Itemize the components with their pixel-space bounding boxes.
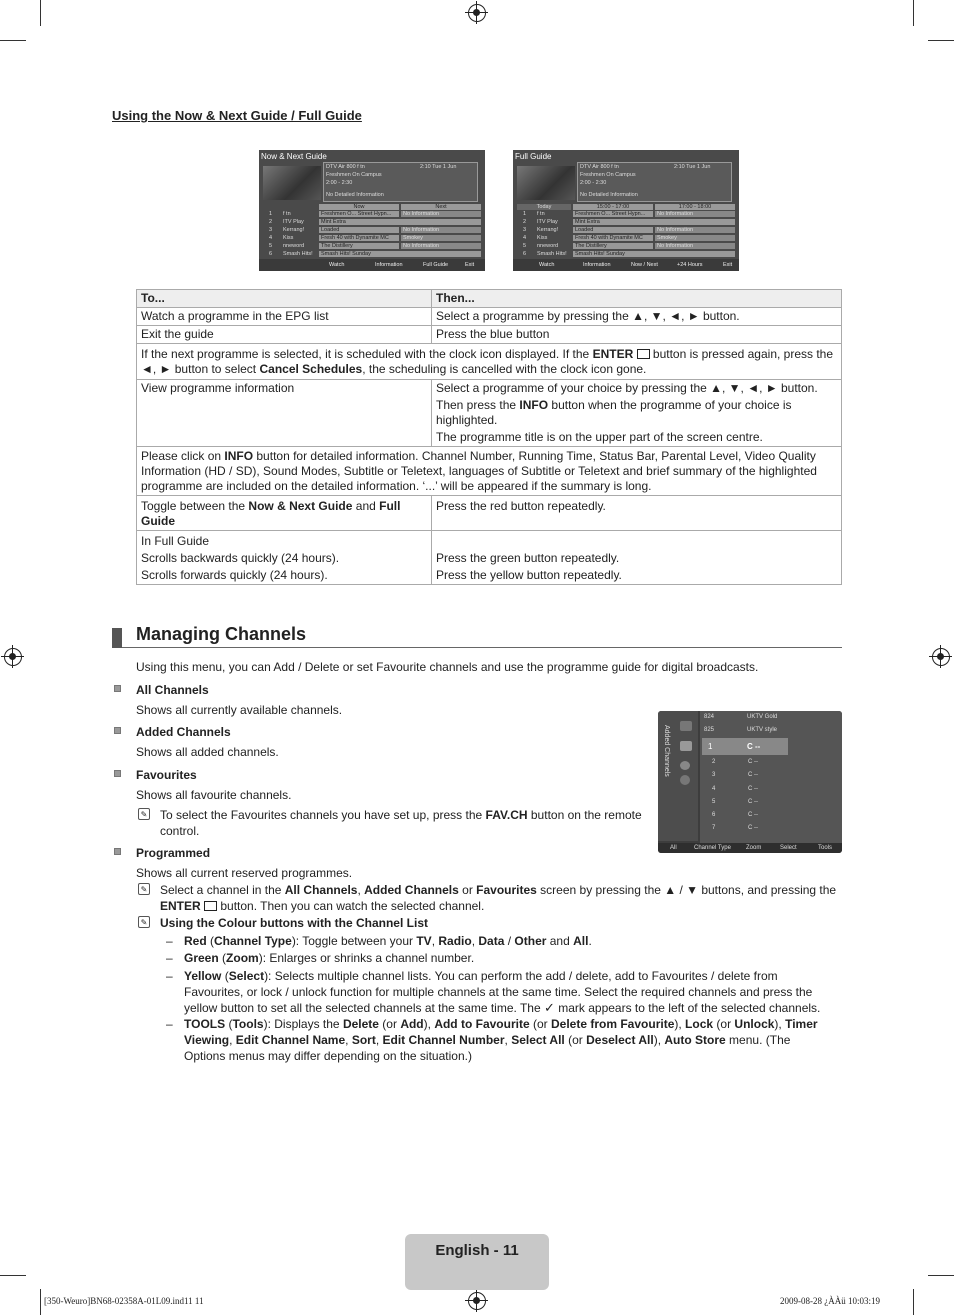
osd-footer: Watch Information Now / Next +24 Hours Exit: [513, 259, 739, 271]
heading-bar: [112, 628, 122, 648]
enter-icon: [204, 901, 217, 911]
guide-row[interactable]: 4 Kiss Fresh 40 with Dynamite MC Smokey: [263, 235, 479, 242]
crop-mark: [40, 0, 41, 26]
red-button-desc: Red (Channel Type): Toggle between your TV, Radio, Data / Other and All.: [184, 934, 592, 948]
column-time-a: 15:00 - 17:00: [573, 204, 653, 210]
all-channels-icon[interactable]: [680, 721, 692, 731]
dash: –: [166, 1017, 173, 1031]
programme-info: DTV Air 800 f tn 2:10 Tue 1 Jun Freshmen On Campus 2:00 - 2:30 No Detailed Information: [577, 162, 732, 202]
intro-text: Using this menu, you can Add / Delete or set Favourite channels and use the programme guide for digital broadcasts.: [136, 660, 759, 674]
column-next: Next: [401, 204, 481, 210]
channel-list-screen: [658, 711, 842, 853]
crop-mark: [0, 1275, 26, 1276]
guide-row[interactable]: 3 Kerrang! Loaded No Information: [263, 227, 479, 234]
footer-timestamp: 2009-08-28 ¿ÀÀü 10:03:19: [780, 1296, 880, 1306]
table-cell: Press the red button repeatedly.: [432, 496, 842, 531]
heading-text: Managing Channels: [136, 624, 307, 644]
table-cell: Select a programme of your choice by pressing the ▲, ▼, ◄, ► button. Then press the INFO button when the programme of your choice is highlighted. The programme title is on the upper part of the screen centre.: [432, 380, 842, 447]
channel-row[interactable]: 825 UKTV style: [704, 727, 778, 733]
green-button-desc: Green (Zoom): Enlarges or shrinks a channel number.: [184, 951, 475, 965]
item-desc: Shows all favourite channels.: [136, 788, 292, 802]
item-title: Added Channels: [136, 725, 231, 739]
full-guide-screen: [513, 150, 739, 271]
favourites-icon[interactable]: [680, 761, 690, 770]
osd-footer: Watch Information Full Guide Exit: [259, 259, 485, 271]
registration-mark-icon: [468, 4, 486, 22]
fav-note: To select the Favourites channels you have set up, press the FAV.CH button on the remote control.: [160, 808, 642, 838]
enter-icon: [637, 349, 650, 359]
page-number-tab: [405, 1234, 549, 1290]
bullet-icon: [114, 727, 121, 734]
item-title: Favourites: [136, 768, 197, 782]
registration-mark-icon: [4, 648, 22, 666]
footer-file-info: [350-Weuro]BN68-02358A-01L09.ind11 11: [44, 1296, 204, 1306]
tools-button-desc: TOOLS (Tools): Displays the Delete (or Add), Add to Favourite (or Delete from Favourite), Lock (or Unlock), Timer Viewing, Edit Channel Name, Sort, Edit Channel Number, Select All (or Deselect All), Auto Store menu. (The Options menus may differ depending on the situation.): [184, 1017, 818, 1063]
programme-info: DTV Air 800 f tn 2:10 Tue 1 Jun Freshmen On Campus 2:00 - 2:30 No Detailed Information: [323, 162, 478, 202]
registration-mark-icon: [932, 648, 950, 666]
channel-row[interactable]: 5 C --: [712, 799, 758, 805]
now-next-guide-screen: [259, 150, 485, 271]
column-now: Now: [319, 204, 399, 210]
guide-row[interactable]: 1 f tn Freshmen O... Street Hypn... No Information: [517, 211, 733, 218]
guide-row[interactable]: 6 Smash Hits! Smash Hits! Sunday: [263, 251, 479, 258]
table-header-then: Then...: [432, 290, 842, 308]
channel-row[interactable]: 3 C --: [712, 772, 758, 778]
crop-mark: [913, 0, 914, 26]
dash: –: [166, 951, 173, 965]
channel-list-sidebar: [658, 711, 698, 841]
table-cell: Watch a programme in the EPG list: [137, 308, 432, 326]
column-today: Today: [517, 204, 571, 210]
bullet-icon: [114, 848, 121, 855]
guide-row[interactable]: 2 ITV Play Mint Extra: [263, 219, 479, 226]
preview-thumbnail: [263, 166, 321, 200]
section-title: Using the Now & Next Guide / Full Guide: [112, 108, 362, 123]
table-header-to: To...: [137, 290, 432, 308]
registration-mark-icon: [468, 1292, 486, 1310]
item-title: Programmed: [136, 846, 211, 860]
item-desc: Shows all current reserved programmes.: [136, 866, 353, 880]
channel-row[interactable]: 2 C --: [712, 759, 758, 765]
table-cell: If the next programme is selected, it is scheduled with the clock icon displayed. If the ENTER button is pressed again, press the ◄, ► button to select Cancel Schedules, the scheduling is cancelled with the clock icon gone.: [137, 344, 842, 380]
crop-mark: [913, 1289, 914, 1315]
guide-row[interactable]: 2 ITV Play Mint Extra: [517, 219, 733, 226]
note-icon: ✎: [138, 808, 150, 820]
heading-managing-channels: [112, 624, 842, 648]
crop-mark: [928, 1275, 954, 1276]
added-channels-icon[interactable]: [680, 741, 692, 751]
item-desc: Shows all added channels.: [136, 745, 279, 759]
channel-row[interactable]: 7 C --: [712, 825, 758, 831]
channel-row[interactable]: 6 C --: [712, 812, 758, 818]
channel-list-footer: All Channel Type Zoom Select Tools: [658, 843, 842, 853]
crop-mark: [40, 1289, 41, 1315]
note-icon: ✎: [138, 883, 150, 895]
guide-row[interactable]: 1 f tn Freshmen O... Street Hypn... No Information: [263, 211, 479, 218]
osd-title: Full Guide: [515, 152, 552, 161]
instructions-table: [136, 289, 842, 585]
table-cell: Please click on INFO button for detailed information. Channel Number, Running Time, Status Bar, Parental Level, Video Quality Information (HD / SD), Sound Modes, Subtitle or Teletext, languages of Subtitle or Teletext and brief summary of the highlighted programme are included on the detailed information. ‘...’ will be appeared if the summary is long.: [137, 447, 842, 496]
preview-thumbnail: [517, 166, 575, 200]
page-number: English - 11: [435, 1242, 519, 1259]
guide-row[interactable]: 5 nneword The Distillery No Information: [517, 243, 733, 250]
item-title: All Channels: [136, 683, 209, 697]
dash: –: [166, 934, 173, 948]
dash: –: [166, 969, 173, 983]
programmed-icon[interactable]: [680, 775, 690, 785]
channel-row[interactable]: 824 UKTV Gold: [704, 714, 778, 720]
column-time-b: 17:00 - 18:00: [655, 204, 735, 210]
side-label: Added Channels: [663, 725, 670, 777]
crop-mark: [0, 40, 26, 41]
channel-row-selected[interactable]: 1 C --: [702, 738, 788, 755]
table-cell: Press the green button repeatedly. Press the yellow button repeatedly.: [432, 531, 842, 585]
guide-row[interactable]: 3 Kerrang! Loaded No Information: [517, 227, 733, 234]
crop-mark: [928, 40, 954, 41]
note-select-channel: Select a channel in the All Channels, Added Channels or Favourites screen by pressing the ▲ / ▼ buttons, and pressing the ENTER button. Then you can watch the selected channel.: [160, 883, 837, 913]
table-cell: Press the blue button: [432, 326, 842, 344]
table-cell: Exit the guide: [137, 326, 432, 344]
table-cell: In Full Guide Scrolls backwards quickly (24 hours). Scrolls forwards quickly (24 hours).: [137, 531, 432, 585]
note-icon: ✎: [138, 916, 150, 928]
bullet-icon: [114, 685, 121, 692]
guide-row[interactable]: 5 nneword The Distillery No Information: [263, 243, 479, 250]
item-desc: Shows all currently available channels.: [136, 703, 343, 717]
yellow-button-desc: Yellow (Select): Selects multiple channel lists. You can perform the add / delete, add to Favourites / delete from Favourites, or lock / unlock function for multiple channels at the same time. Select the required channels and press the yellow button to set all the selected channels at the same time. The ✓ mark appears to the left of the selected channels.: [184, 969, 821, 1015]
table-cell: Toggle between the Now & Next Guide and Full Guide: [137, 496, 432, 531]
note-colour-buttons: Using the Colour buttons with the Channel List: [160, 916, 428, 930]
guide-row[interactable]: 6 Smash Hits! Smash Hits! Sunday: [517, 251, 733, 258]
check-icon: ✓: [543, 1000, 555, 1015]
table-cell: Select a programme by pressing the ▲, ▼, ◄, ► button.: [432, 308, 842, 326]
channel-row[interactable]: 4 C --: [712, 786, 758, 792]
bullet-icon: [114, 770, 121, 777]
osd-title: Now & Next Guide: [261, 152, 327, 161]
guide-row[interactable]: 4 Kiss Fresh 40 with Dynamite MC Smokey: [517, 235, 733, 242]
table-cell: View programme information: [137, 380, 432, 447]
